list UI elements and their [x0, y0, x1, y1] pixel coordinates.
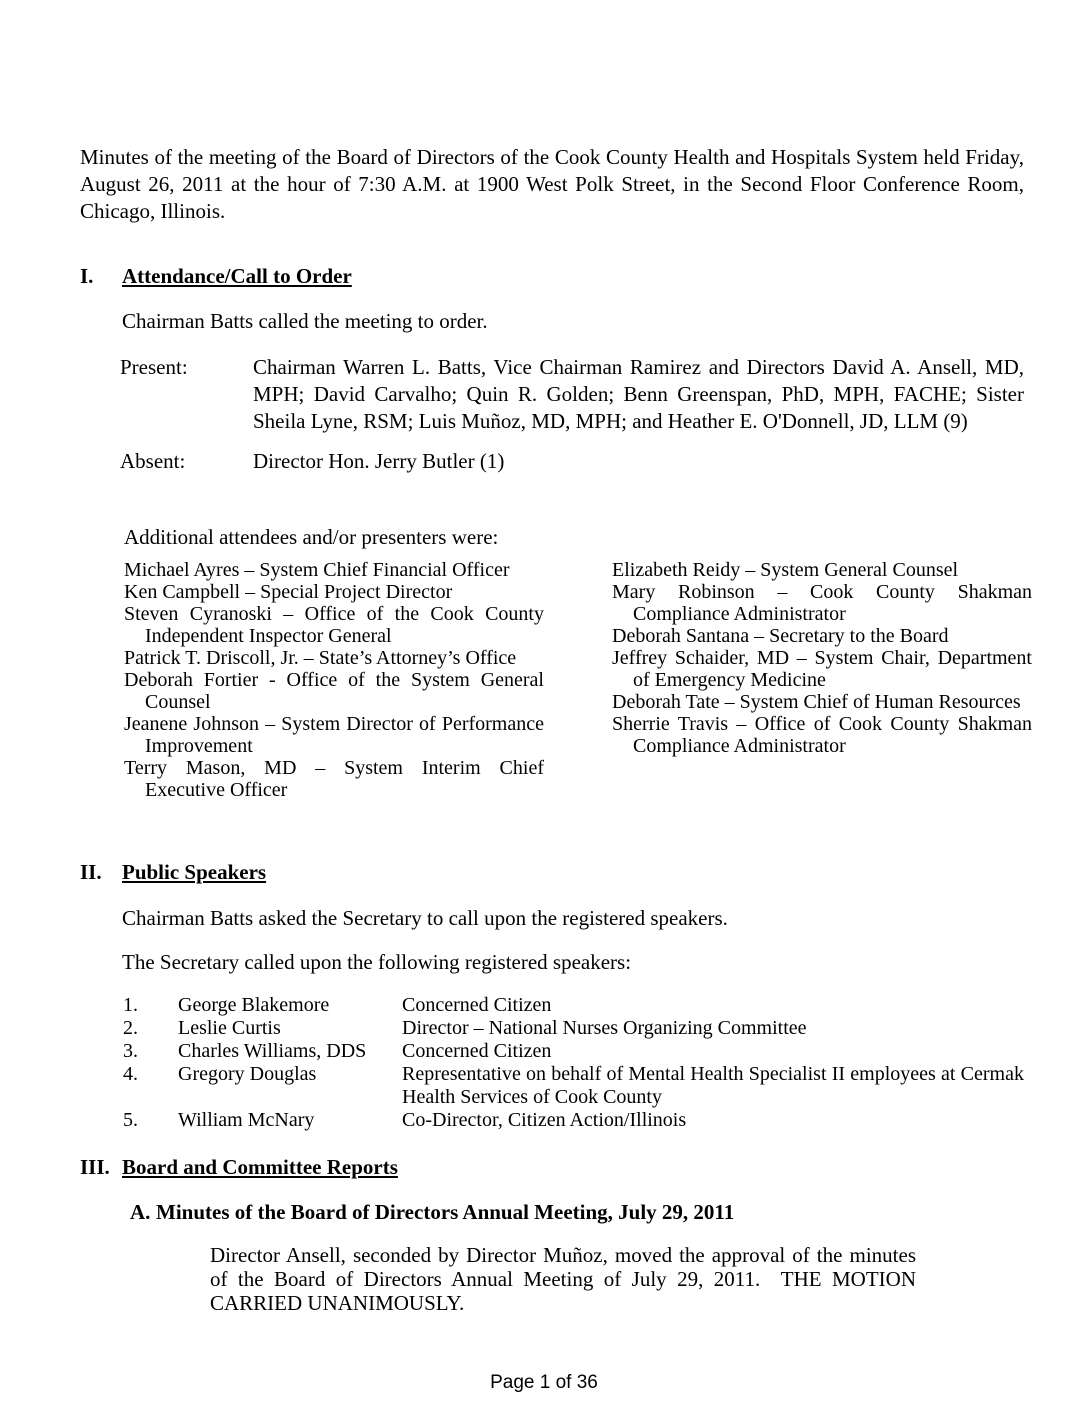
motion-paragraph: Director Ansell, seconded by Director Muñoz, moved the approval of the minutes of the Board of Directors Annual Meeting of July 29, 2011. THE MOTION CARRIED UNANIMOUSLY. — [210, 1243, 916, 1315]
call-to-order-paragraph: Chairman Batts called the meeting to order. — [122, 309, 488, 333]
section-numeral: I. — [80, 264, 94, 288]
report-item-a-label: A. — [130, 1200, 151, 1224]
speaker-number: 2. — [123, 1017, 138, 1039]
additional-attendees-intro: Additional attendees and/or presenters were: — [124, 525, 499, 549]
speaker-number: 4. — [123, 1063, 138, 1085]
speaker-name: George Blakemore — [178, 994, 330, 1016]
speaker-number: 5. — [123, 1109, 138, 1131]
section-heading-public-speakers — [80, 859, 1024, 886]
absent-value: Director Hon. Jerry Butler (1) — [253, 449, 505, 473]
speakers-called-paragraph: The Secretary called upon the following registered speakers: — [122, 950, 632, 974]
speakers-list — [123, 994, 1024, 1132]
speakers-intro-paragraph: Chairman Batts asked the Secretary to call upon the registered speakers. — [122, 906, 728, 930]
section-numeral: II. — [80, 860, 102, 884]
section-numeral: III. — [80, 1155, 110, 1179]
present-value: Chairman Warren L. Batts, Vice Chairman Ramirez and Directors David A. Ansell, MD, MPH; David Carvalho; Quin R. Golden; Benn Greenspan, PhD, MPH, FACHE; Sister Sheila Lyne, RSM; Luis Muñoz, MD, MPH; and Heather E. O'Donnell, JD, LLM (9) — [253, 355, 1024, 433]
attendee-item: Terry Mason, MD – System Interim Chief Executive Officer — [124, 757, 544, 801]
attendee-item: Sherrie Travis – Office of Cook County Shakman Compliance Administrator — [612, 713, 1032, 757]
section-title: Public Speakers — [122, 860, 267, 884]
speaker-number: 1. — [123, 994, 138, 1016]
attendee-item: Jeanene Johnson – System Director of Performance Improvement — [124, 713, 544, 757]
speaker-number: 3. — [123, 1040, 138, 1062]
attendees-columns — [124, 559, 1032, 801]
present-row — [120, 354, 1024, 435]
section-title: Board and Committee Reports — [122, 1155, 398, 1179]
report-item-a-title: Minutes of the Board of Directors Annual Meeting, July 29, 2011 — [156, 1200, 735, 1224]
speaker-name: Leslie Curtis — [178, 1017, 281, 1039]
attendees-right-column — [612, 559, 1032, 801]
attendee-item: Mary Robinson – Cook County Shakman Compliance Administrator — [612, 581, 1032, 625]
speaker-role: Co-Director, Citizen Action/Illinois — [402, 1109, 687, 1131]
section-title: Attendance/Call to Order — [122, 264, 352, 288]
attendee-item: Jeffrey Schaider, MD – System Chair, Department of Emergency Medicine — [612, 647, 1032, 691]
section-heading-board-reports — [80, 1154, 1024, 1181]
attendee-item: Deborah Santana – Secretary to the Board — [612, 625, 949, 647]
speaker-role: Representative on behalf of Mental Health Specialist II employees at Cermak Health Services of Cook County — [402, 1063, 1024, 1108]
attendee-item: Elizabeth Reidy – System General Counsel — [612, 559, 959, 581]
speaker-role: Director – National Nurses Organizing Committee — [402, 1017, 807, 1039]
attendee-item: Deborah Tate – System Chief of Human Resources — [612, 691, 1021, 713]
present-label: Present: — [120, 355, 188, 379]
speaker-role: Concerned Citizen — [402, 1040, 552, 1062]
attendee-item: Patrick T. Driscoll, Jr. – State’s Attorney’s Office — [124, 647, 517, 669]
speaker-name: Gregory Douglas — [178, 1063, 317, 1085]
attendee-item: Steven Cyranoski – Office of the Cook County Independent Inspector General — [124, 603, 544, 647]
attendees-left-column — [124, 559, 544, 801]
attendee-item: Michael Ayres – System Chief Financial Officer — [124, 559, 510, 581]
attendee-item: Ken Campbell – Special Project Director — [124, 581, 453, 603]
section-heading-attendance — [80, 263, 1024, 290]
speaker-name: William McNary — [178, 1109, 315, 1131]
report-item-a-heading — [130, 1199, 1024, 1226]
absent-label: Absent: — [120, 449, 186, 473]
page-footer: Page 1 of 36 — [490, 1372, 598, 1393]
attendee-item: Deborah Fortier - Office of the System General Counsel — [124, 669, 544, 713]
speaker-name: Charles Williams, DDS — [178, 1040, 367, 1062]
absent-row — [120, 448, 1024, 475]
speaker-role: Concerned Citizen — [402, 994, 552, 1016]
intro-paragraph: Minutes of the meeting of the Board of Directors of the Cook County Health and Hospitals System held Friday, August 26, 2011 at the hour of 7:30 A.M. at 1900 West Polk Street, in the Second Floor Conference Room, Chicago, Illinois. — [80, 145, 1024, 223]
